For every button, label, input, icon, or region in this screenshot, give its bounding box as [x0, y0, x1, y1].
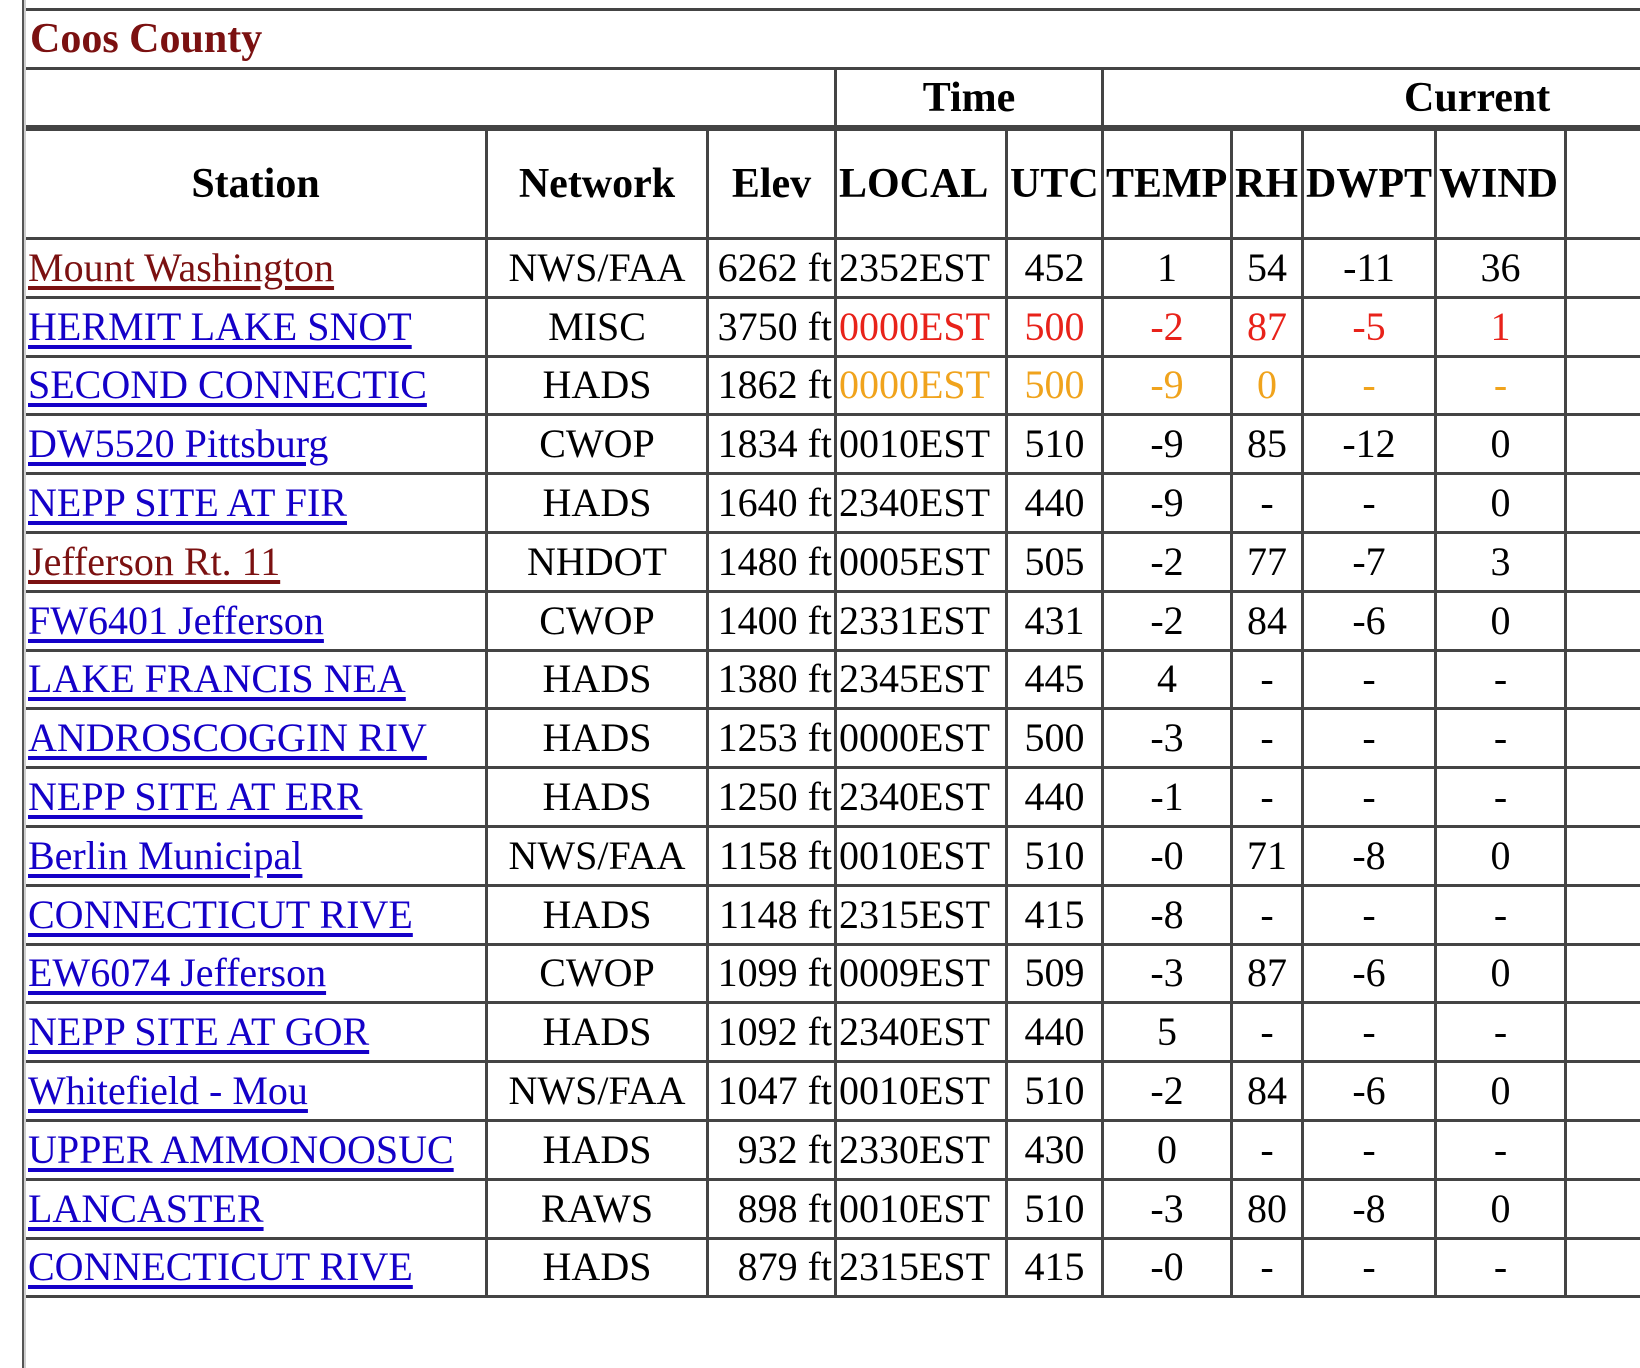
extra-cell	[1567, 710, 1640, 769]
rh-cell: -	[1233, 1004, 1304, 1063]
wind-cell: 0	[1437, 946, 1567, 1005]
rh-cell: -	[1233, 710, 1304, 769]
utc-cell: 440	[1008, 475, 1104, 534]
wind-cell: -	[1437, 769, 1567, 828]
station-cell	[26, 593, 488, 652]
network-cell: HADS	[488, 710, 709, 769]
station-cell	[26, 416, 488, 475]
temp-cell: -9	[1104, 358, 1233, 417]
station-link[interactable]: CONNECTICUT RIVE	[28, 1244, 413, 1290]
station-cell	[26, 710, 488, 769]
elev-cell: 1380 ft	[709, 652, 837, 711]
elev-cell: 1480 ft	[709, 534, 837, 593]
elev-cell: 1158 ft	[709, 828, 837, 887]
table-row	[26, 1181, 1640, 1240]
table-row	[26, 828, 1640, 887]
local-cell: 0010EST	[837, 1181, 1008, 1240]
station-cell	[26, 1004, 488, 1063]
rh-cell: -	[1233, 1240, 1304, 1299]
dwpt-cell: -11	[1304, 240, 1437, 299]
extra-cell	[1567, 1004, 1640, 1063]
utc-cell: 445	[1008, 652, 1104, 711]
county-header	[26, 8, 1640, 70]
wind-cell: 0	[1437, 593, 1567, 652]
elev-cell: 932 ft	[709, 1122, 837, 1181]
station-link[interactable]: LAKE FRANCIS NEA	[28, 656, 406, 702]
station-cell	[26, 1063, 488, 1122]
extra-cell	[1567, 769, 1640, 828]
station-link[interactable]: CONNECTICUT RIVE	[28, 891, 413, 937]
dwpt-cell: -	[1304, 710, 1437, 769]
utc-cell: 452	[1008, 240, 1104, 299]
header-wind[interactable]: WIND	[1437, 128, 1567, 240]
wind-cell: -	[1437, 1122, 1567, 1181]
network-cell: NWS/FAA	[488, 240, 709, 299]
station-link[interactable]: FW6401 Jefferson	[28, 597, 324, 643]
temp-cell: -2	[1104, 1063, 1233, 1122]
elev-cell: 1400 ft	[709, 593, 837, 652]
extra-cell	[1567, 828, 1640, 887]
station-link[interactable]: NEPP SITE AT ERR	[28, 774, 363, 820]
elev-cell: 1640 ft	[709, 475, 837, 534]
station-link[interactable]: DW5520 Pittsburg	[28, 421, 329, 467]
extra-cell	[1567, 887, 1640, 946]
county-title: Coos County	[30, 16, 263, 62]
local-cell: 0010EST	[837, 416, 1008, 475]
extra-cell	[1567, 593, 1640, 652]
local-cell: 0000EST	[837, 710, 1008, 769]
group-header-row	[26, 70, 1640, 128]
header-local[interactable]: LOCAL	[837, 128, 1008, 240]
network-cell: RAWS	[488, 1181, 709, 1240]
rh-cell: 77	[1233, 534, 1304, 593]
station-cell	[26, 1240, 488, 1299]
dwpt-cell: -	[1304, 1122, 1437, 1181]
elev-cell: 6262 ft	[709, 240, 837, 299]
local-cell: 0010EST	[837, 1063, 1008, 1122]
wind-cell: 0	[1437, 475, 1567, 534]
table-row	[26, 946, 1640, 1005]
utc-cell: 510	[1008, 1181, 1104, 1240]
table-row	[26, 1122, 1640, 1181]
table-row	[26, 1063, 1640, 1122]
wind-cell: -	[1437, 1240, 1567, 1299]
station-cell	[26, 358, 488, 417]
station-cell	[26, 1122, 488, 1181]
wind-cell: 0	[1437, 1063, 1567, 1122]
wind-cell: 3	[1437, 534, 1567, 593]
table-row	[26, 240, 1640, 299]
table-row	[26, 416, 1640, 475]
elev-cell: 1834 ft	[709, 416, 837, 475]
header-dwpt[interactable]: DWPT	[1304, 128, 1437, 240]
local-cell: 2340EST	[837, 769, 1008, 828]
utc-cell: 510	[1008, 828, 1104, 887]
group-header-current: Current	[1104, 70, 1640, 128]
elev-cell: 879 ft	[709, 1240, 837, 1299]
network-cell: HADS	[488, 475, 709, 534]
wind-cell: -	[1437, 710, 1567, 769]
station-link[interactable]: EW6074 Jefferson	[28, 950, 327, 996]
dwpt-cell: -8	[1304, 1181, 1437, 1240]
dwpt-cell: -5	[1304, 299, 1437, 358]
table-row	[26, 652, 1640, 711]
header-temp[interactable]: TEMP	[1104, 128, 1233, 240]
rh-cell: 80	[1233, 1181, 1304, 1240]
temp-cell: -3	[1104, 710, 1233, 769]
dwpt-cell: -	[1304, 1004, 1437, 1063]
header-network[interactable]: Network	[488, 128, 709, 240]
rh-cell: 87	[1233, 299, 1304, 358]
temp-cell: -2	[1104, 534, 1233, 593]
wind-cell: -	[1437, 652, 1567, 711]
temp-cell: -2	[1104, 299, 1233, 358]
rh-cell: 84	[1233, 1063, 1304, 1122]
elev-cell: 1148 ft	[709, 887, 837, 946]
station-cell	[26, 652, 488, 711]
elev-cell: 1253 ft	[709, 710, 837, 769]
utc-cell: 440	[1008, 769, 1104, 828]
network-cell: HADS	[488, 358, 709, 417]
column-header-row	[26, 128, 1640, 240]
elev-cell: 1099 ft	[709, 946, 837, 1005]
rh-cell: -	[1233, 769, 1304, 828]
local-cell: 2340EST	[837, 475, 1008, 534]
station-cell	[26, 828, 488, 887]
header-extra	[1567, 128, 1640, 240]
table-row	[26, 1240, 1640, 1299]
utc-cell: 431	[1008, 593, 1104, 652]
dwpt-cell: -6	[1304, 593, 1437, 652]
local-cell: 0005EST	[837, 534, 1008, 593]
rh-cell: 71	[1233, 828, 1304, 887]
wind-cell: -	[1437, 1004, 1567, 1063]
table-row	[26, 299, 1640, 358]
utc-cell: 500	[1008, 358, 1104, 417]
table-row	[26, 887, 1640, 946]
network-cell: HADS	[488, 652, 709, 711]
wind-cell: 36	[1437, 240, 1567, 299]
temp-cell: -3	[1104, 1181, 1233, 1240]
rh-cell: -	[1233, 475, 1304, 534]
header-rh[interactable]: RH	[1233, 128, 1304, 240]
network-cell: NWS/FAA	[488, 828, 709, 887]
temp-cell: 5	[1104, 1004, 1233, 1063]
extra-cell	[1567, 652, 1640, 711]
extra-cell	[1567, 1122, 1640, 1181]
elev-cell: 1862 ft	[709, 358, 837, 417]
station-link[interactable]: SECOND CONNECTIC	[28, 362, 427, 408]
temp-cell: -3	[1104, 946, 1233, 1005]
station-cell	[26, 475, 488, 534]
utc-cell: 500	[1008, 710, 1104, 769]
station-link[interactable]: Jefferson Rt. 11	[28, 538, 281, 584]
rh-cell: -	[1233, 652, 1304, 711]
table-row	[26, 710, 1640, 769]
local-cell: 2315EST	[837, 887, 1008, 946]
local-cell: 2331EST	[837, 593, 1008, 652]
rh-cell: 85	[1233, 416, 1304, 475]
network-cell: HADS	[488, 1004, 709, 1063]
network-cell: NWS/FAA	[488, 1063, 709, 1122]
network-cell: CWOP	[488, 946, 709, 1005]
utc-cell: 430	[1008, 1122, 1104, 1181]
network-cell: HADS	[488, 769, 709, 828]
utc-cell: 505	[1008, 534, 1104, 593]
table-row	[26, 1004, 1640, 1063]
extra-cell	[1567, 416, 1640, 475]
extra-cell	[1567, 240, 1640, 299]
elev-cell: 3750 ft	[709, 299, 837, 358]
header-station[interactable]: Station	[26, 128, 488, 240]
extra-cell	[1567, 946, 1640, 1005]
network-cell: NHDOT	[488, 534, 709, 593]
network-cell: MISC	[488, 299, 709, 358]
wind-cell: 0	[1437, 828, 1567, 887]
utc-cell: 509	[1008, 946, 1104, 1005]
dwpt-cell: -12	[1304, 416, 1437, 475]
station-link[interactable]: NEPP SITE AT FIR	[28, 480, 347, 526]
rh-cell: -	[1233, 1122, 1304, 1181]
utc-cell: 415	[1008, 1240, 1104, 1299]
dwpt-cell: -6	[1304, 946, 1437, 1005]
local-cell: 2345EST	[837, 652, 1008, 711]
network-cell: HADS	[488, 887, 709, 946]
rh-cell: 87	[1233, 946, 1304, 1005]
temp-cell: 4	[1104, 652, 1233, 711]
dwpt-cell: -	[1304, 1240, 1437, 1299]
table-row	[26, 358, 1640, 417]
network-cell: CWOP	[488, 593, 709, 652]
utc-cell: 510	[1008, 1063, 1104, 1122]
rh-cell: -	[1233, 887, 1304, 946]
header-elev[interactable]: Elev	[709, 128, 837, 240]
temp-cell: 1	[1104, 240, 1233, 299]
station-cell	[26, 299, 488, 358]
network-cell: HADS	[488, 1240, 709, 1299]
extra-cell	[1567, 358, 1640, 417]
station-link[interactable]: Berlin Municipal	[28, 832, 303, 878]
temp-cell: -0	[1104, 828, 1233, 887]
temp-cell: -9	[1104, 475, 1233, 534]
station-link[interactable]: ANDROSCOGGIN RIV	[28, 715, 427, 761]
dwpt-cell: -7	[1304, 534, 1437, 593]
wind-cell: -	[1437, 887, 1567, 946]
table-row	[26, 475, 1640, 534]
network-cell: CWOP	[488, 416, 709, 475]
elev-cell: 1047 ft	[709, 1063, 837, 1122]
station-link[interactable]: UPPER AMMONOOSUC	[28, 1126, 454, 1172]
dwpt-cell: -	[1304, 358, 1437, 417]
dwpt-cell: -	[1304, 769, 1437, 828]
temp-cell: -2	[1104, 593, 1233, 652]
elev-cell: 1092 ft	[709, 1004, 837, 1063]
dwpt-cell: -	[1304, 475, 1437, 534]
local-cell: 0000EST	[837, 358, 1008, 417]
network-cell: HADS	[488, 1122, 709, 1181]
utc-cell: 440	[1008, 1004, 1104, 1063]
temp-cell: 0	[1104, 1122, 1233, 1181]
table-row	[26, 769, 1640, 828]
rh-cell: 84	[1233, 593, 1304, 652]
station-cell	[26, 769, 488, 828]
observations-body	[26, 240, 1640, 1298]
elev-cell: 898 ft	[709, 1181, 837, 1240]
local-cell: 2330EST	[837, 1122, 1008, 1181]
temp-cell: -8	[1104, 887, 1233, 946]
extra-cell	[1567, 299, 1640, 358]
header-utc[interactable]: UTC	[1008, 128, 1104, 240]
station-link[interactable]: LANCASTER	[28, 1185, 264, 1231]
local-cell: 0009EST	[837, 946, 1008, 1005]
station-link[interactable]: Mount Washington	[28, 244, 335, 290]
elev-cell: 1250 ft	[709, 769, 837, 828]
utc-cell: 415	[1008, 887, 1104, 946]
dwpt-cell: -	[1304, 652, 1437, 711]
station-cell	[26, 887, 488, 946]
local-cell: 0010EST	[837, 828, 1008, 887]
local-cell: 2315EST	[837, 1240, 1008, 1299]
station-cell	[26, 946, 488, 1005]
dwpt-cell: -8	[1304, 828, 1437, 887]
wind-cell: 1	[1437, 299, 1567, 358]
station-link[interactable]: HERMIT LAKE SNOT	[28, 303, 412, 349]
station-cell	[26, 1181, 488, 1240]
extra-cell	[1567, 1240, 1640, 1299]
rh-cell: 54	[1233, 240, 1304, 299]
group-header-time: Time	[837, 70, 1104, 128]
station-cell	[26, 240, 488, 299]
extra-cell	[1567, 534, 1640, 593]
station-link[interactable]: NEPP SITE AT GOR	[28, 1009, 370, 1055]
local-cell: 2340EST	[837, 1004, 1008, 1063]
temp-cell: -0	[1104, 1240, 1233, 1299]
table-row	[26, 534, 1640, 593]
station-cell	[26, 534, 488, 593]
temp-cell: -9	[1104, 416, 1233, 475]
extra-cell	[1567, 1063, 1640, 1122]
extra-cell	[1567, 1181, 1640, 1240]
observations-table	[26, 70, 1640, 1298]
rh-cell: 0	[1233, 358, 1304, 417]
table-row	[26, 593, 1640, 652]
dwpt-cell: -	[1304, 887, 1437, 946]
wind-cell: 0	[1437, 416, 1567, 475]
wind-cell: 0	[1437, 1181, 1567, 1240]
local-cell: 0000EST	[837, 299, 1008, 358]
utc-cell: 500	[1008, 299, 1104, 358]
temp-cell: -1	[1104, 769, 1233, 828]
extra-cell	[1567, 475, 1640, 534]
group-header-blank	[26, 70, 837, 128]
dwpt-cell: -6	[1304, 1063, 1437, 1122]
station-link[interactable]: Whitefield - Mou	[28, 1068, 308, 1114]
utc-cell: 510	[1008, 416, 1104, 475]
local-cell: 2352EST	[837, 240, 1008, 299]
wind-cell: -	[1437, 358, 1567, 417]
